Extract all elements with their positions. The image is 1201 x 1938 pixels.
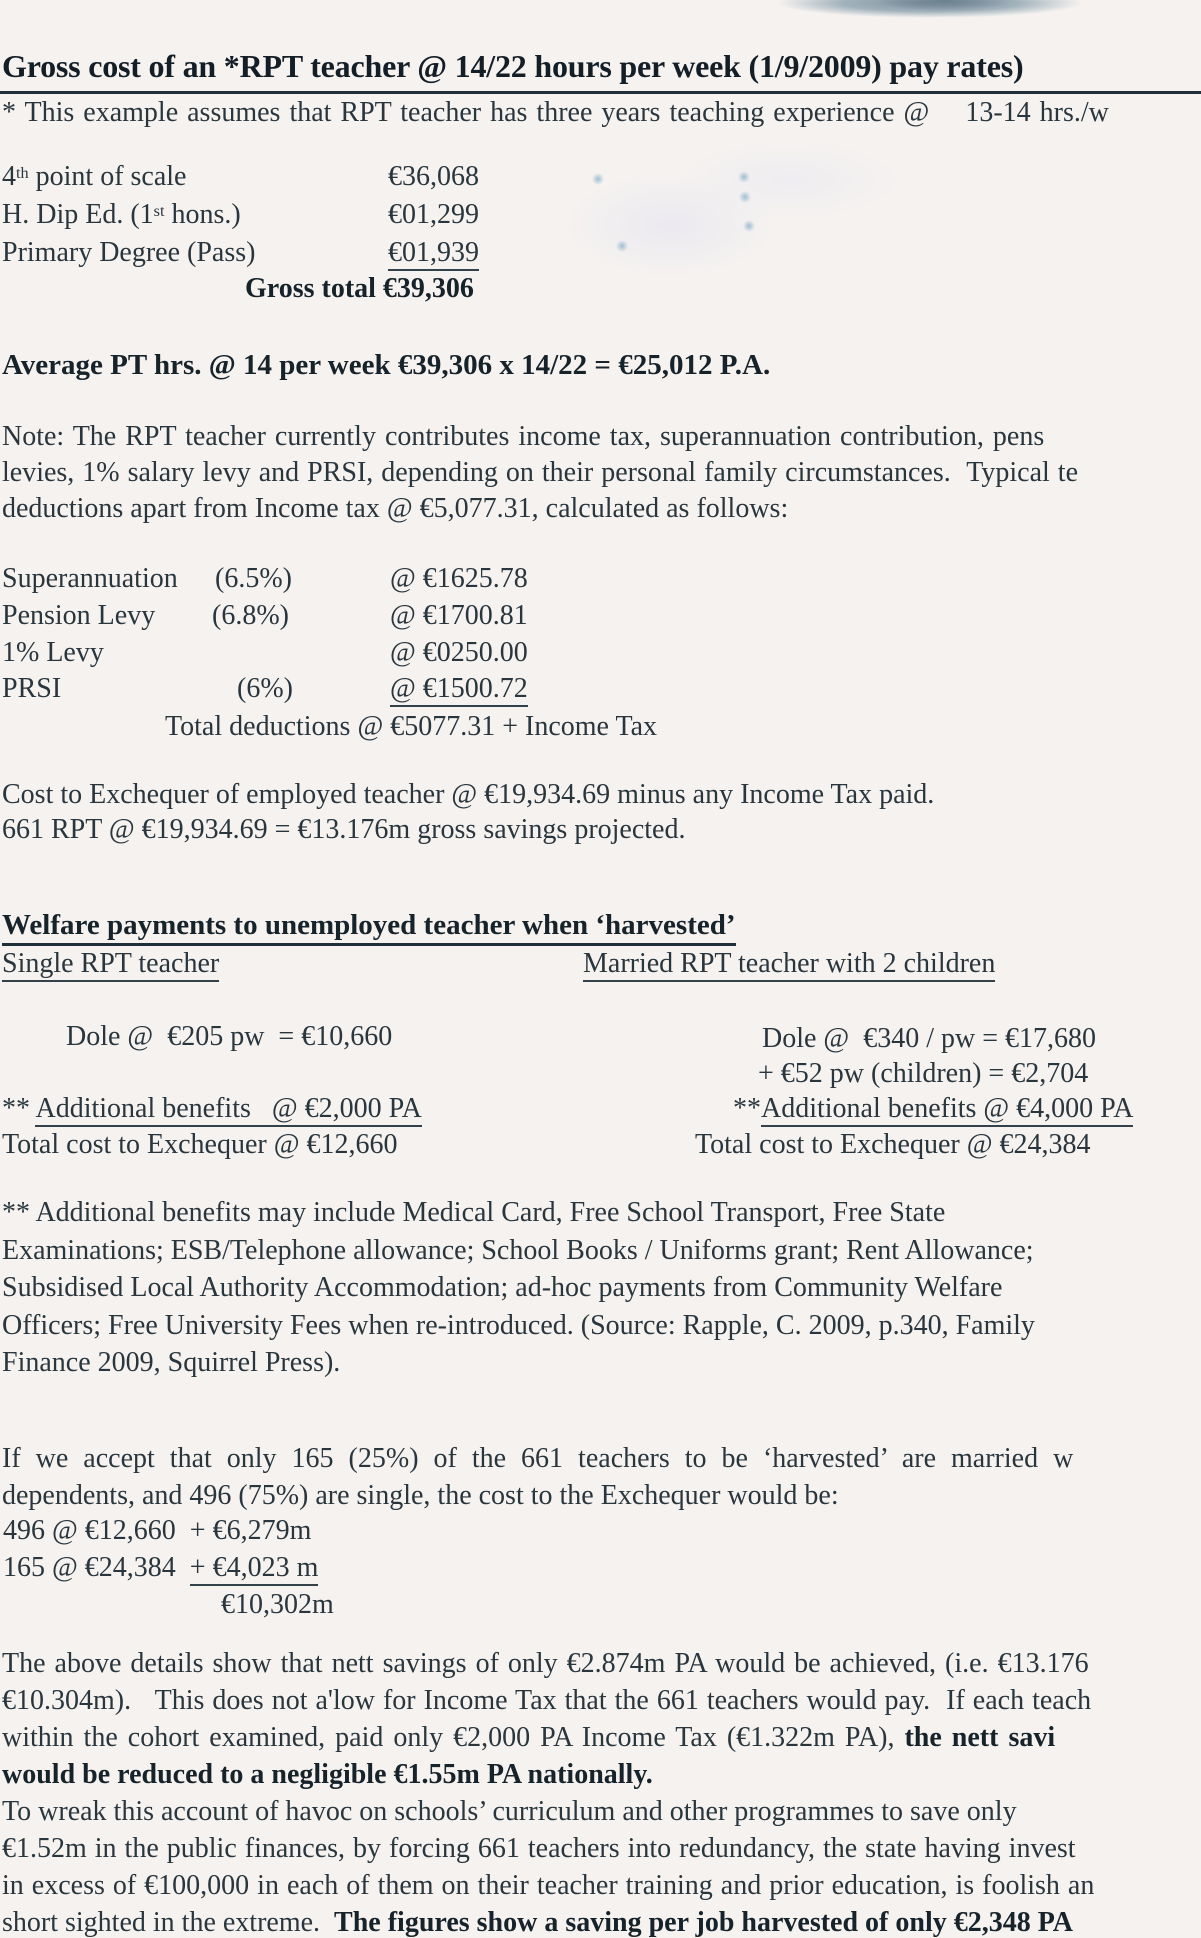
scan-speck	[739, 191, 751, 203]
benefits-note-line: Finance 2009, Squirrel Press).	[2, 1347, 341, 1378]
conclusion-line: in excess of €100,000 in each of them on their teacher training and prior education, is foolish an	[2, 1870, 1095, 1901]
deduction-value: @ €1500.72	[390, 672, 528, 706]
cohort-calc-total: €10,302m	[221, 1589, 334, 1620]
married-dole-line: Dole @ €340 / pw = €17,680	[762, 1023, 1097, 1054]
scan-smudge	[650, 130, 930, 230]
benefits-note-line: ** Additional benefits may include Medical Card, Free School Transport, Free State	[2, 1197, 946, 1228]
average-pt-heading: Average PT hrs. @ 14 per week €39,306 x 14/22 = €25,012 P.A.	[2, 349, 771, 381]
scan-speck	[592, 173, 604, 185]
deduction-label: Pension Levy	[2, 600, 156, 631]
deduction-label: Superannuation	[2, 563, 178, 594]
deduction-value: @ €0250.00	[390, 637, 528, 668]
deduction-value: @ €1700.81	[390, 600, 528, 631]
married-benefits-line: **Additional benefits @ €4,000 PA	[733, 1092, 1133, 1126]
conclusion-line-bold: would be reduced to a negligible €1.55m PA nationally.	[2, 1759, 653, 1790]
benefits-note-line: Officers; Free University Fees when re-introduced. (Source: Rapple, C. 2009, p.340, Family	[2, 1310, 1035, 1341]
conclusion-line: €10.304m). This does not a'low for Income Tax that the 661 teachers would pay. If each teach	[2, 1685, 1092, 1716]
cohort-line: dependents, and 496 (75%) are single, the cost to the Exchequer would be:	[2, 1480, 839, 1511]
note-line: levies, 1% salary levy and PRSI, depending on their personal family circumstances. Typical te	[2, 457, 1079, 488]
deduction-value: @ €1625.78	[390, 563, 528, 594]
superscript: st	[153, 201, 165, 220]
document-title: Gross cost of an *RPT teacher @ 14/22 hours per week (1/9/2009) pay rates)	[2, 48, 1024, 84]
cost-line: 661 RPT @ €19,934.69 = €13.176m gross savings projected.	[2, 814, 686, 845]
deduction-pct: (6%)	[237, 673, 293, 704]
superscript: th	[16, 163, 29, 182]
scan-speck	[616, 240, 628, 252]
conclusion-line: The above details show that nett savings of only €2.874m PA would be achieved, (i.e. €13.176	[2, 1648, 1089, 1679]
deductions-total: Total deductions @ €5077.31 + Income Tax	[165, 711, 658, 742]
single-column-header: Single RPT teacher	[2, 947, 219, 981]
scan-speck	[738, 171, 750, 183]
scale-row-value: €01,939	[388, 236, 479, 270]
cohort-line: If we accept that only 165 (25%) of the 661 teachers to be ‘harvested’ are married w	[2, 1443, 1074, 1474]
gross-total: Gross total €39,306	[245, 273, 474, 304]
conclusion-line: short sighted in the extreme. The figures show a saving per job harvested of only €2,348 PA	[2, 1907, 1073, 1938]
scale-row-label: H. Dip Ed. (1st hons.)	[2, 199, 241, 230]
deduction-pct: (6.8%)	[212, 600, 289, 631]
married-column-header: Married RPT teacher with 2 children	[583, 947, 995, 981]
single-total-line: Total cost to Exchequer @ €12,660	[2, 1129, 398, 1160]
note-line: deductions apart from Income tax @ €5,077.31, calculated as follows:	[2, 493, 789, 524]
benefits-note-line: Subsidised Local Authority Accommodation; ad-hoc payments from Community Welfare	[2, 1272, 1003, 1303]
document-subtitle: * This example assumes that RPT teacher has three years teaching experience @ 13-14 hrs./w	[2, 97, 1109, 128]
single-benefits-line: ** Additional benefits @ €2,000 PA	[2, 1092, 422, 1126]
note-line: Note: The RPT teacher currently contributes income tax, superannuation contribution, pens	[2, 421, 1045, 452]
scale-row-label: Primary Degree (Pass)	[2, 237, 256, 268]
conclusion-line: To wreak this account of havoc on schools’ curriculum and other programmes to save only	[2, 1796, 1017, 1827]
deduction-label: PRSI	[2, 673, 62, 704]
conclusion-line: €1.52m in the public finances, by forcing 661 teachers into redundancy, the state having invest	[2, 1833, 1076, 1864]
welfare-heading: Welfare payments to unemployed teacher when ‘harvested’	[2, 908, 736, 942]
married-children-line: + €52 pw (children) = €2,704	[758, 1058, 1089, 1089]
title-underline	[0, 91, 1201, 94]
single-dole-line: Dole @ €205 pw = €10,660	[66, 1021, 393, 1052]
married-total-line: Total cost to Exchequer @ €24,384	[695, 1129, 1091, 1160]
deduction-pct: (6.5%)	[215, 563, 292, 594]
scale-row-value: €36,068	[388, 161, 479, 192]
deduction-label: 1% Levy	[2, 637, 104, 668]
cost-line: Cost to Exchequer of employed teacher @ €19,934.69 minus any Income Tax paid.	[2, 779, 935, 810]
cohort-calc-line: 165 @ €24,384 + €4,023 m	[3, 1551, 318, 1585]
scale-row-label: 4th point of scale	[2, 161, 187, 192]
scale-row-value: €01,299	[388, 199, 479, 230]
conclusion-line: within the cohort examined, paid only €2,000 PA Income Tax (€1.322m PA), the nett savi	[2, 1722, 1056, 1753]
scan-speck	[743, 220, 755, 232]
benefits-note-line: Examinations; ESB/Telephone allowance; School Books / Uniforms grant; Rent Allowance;	[2, 1235, 1034, 1266]
cohort-calc-line: 496 @ €12,660 + €6,279m	[3, 1515, 312, 1546]
